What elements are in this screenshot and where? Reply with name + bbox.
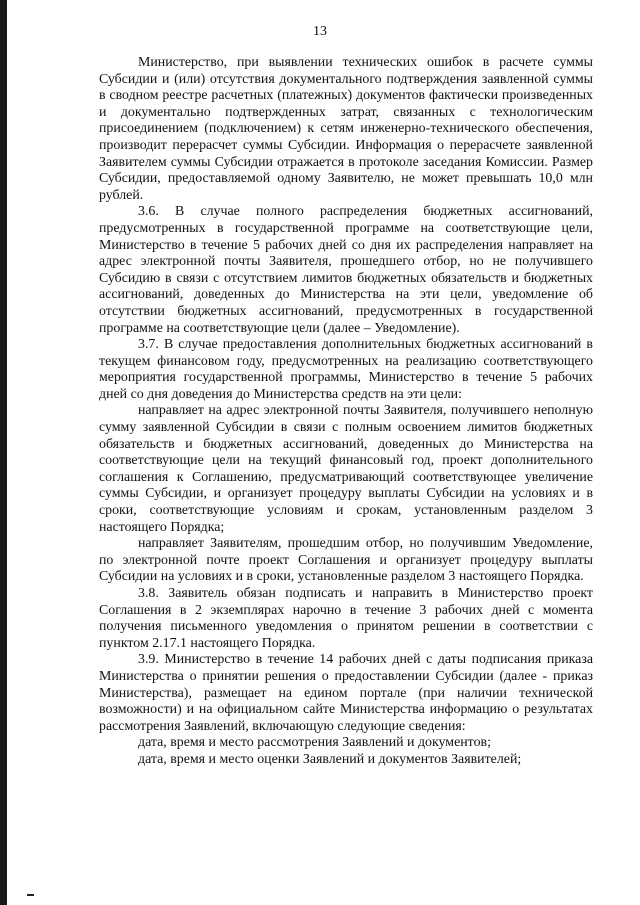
paragraph-3-7-item-2: направляет Заявителям, прошедшим отбор, но получившим Уведомление, по электронной почте проект Соглашения и организует процедуру выплаты Субсидии на условиях и в сроки, установленные разделом 3 настоящего Порядка. — [99, 536, 593, 585]
paragraph-3-9: 3.9. Министерство в течение 14 рабочих дней с даты подписания приказа Министерства о принятии решения о предоставлении Субсидии (далее - приказ Министерства), размещает на едином портале (при наличии технической возможности) и на официальном сайте Министерства информацию о результатах рассмотрения Заявлений, включающую следующие сведения: — [99, 652, 593, 734]
paragraph-3-9-item-2: дата, время и место оценки Заявлений и документов Заявителей; — [138, 751, 522, 767]
paragraph-3-8: 3.8. Заявитель обязан подписать и направить в Министерство проект Соглашения в 2 экземплярах нарочно в течение 3 рабочих дней с момента получения письменного уведомления о принятом решении в соответствии с пунктом 2.17.1 настоящего Порядка. — [99, 586, 593, 651]
paragraph-3-6: 3.6. В случае полного распределения бюджетных ассигнований, предусмотренных в государственной программе на соответствующие цели, Министерство в течение 5 рабочих дней со дня их распределения направляет на адрес электронной почты Заявителя, прошедшего отбор, но не получившего Субсидию в связи с отсутствием лимитов бюджетных обязательств и бюджетных ассигнований, доведенных до Министерства на эти цели, уведомление об отсутствии бюджетных ассигнований, предусмотренных в государственной программе на соответствующие цели (далее – Уведомление). — [99, 204, 593, 336]
paragraph-recalculation: Министерство, при выявлении технических ошибок в расчете суммы Субсидии и (или) отсутствия документального подтверждения заявленной суммы в сводном реестре расчетных (платежных) документов фактически произведенных и документально подтвержденных затрат, связанных с технологическим присоединением (подключением) к сетям инженерно-технического обеспечения, производит перерасчет суммы Субсидии. Информация о перерасчете заявленной Заявителем суммы Субсидии отражается в протоколе заседания Комиссии. Размер Субсидии, предоставляемой одному Заявителю, не может превышать 10,0 млн рублей. — [99, 55, 593, 203]
paragraph-3-7-item-1: направляет на адрес электронной почты Заявителя, получившего неполную сумму заявленной Субсидии в связи с полным освоением лимитов бюджетных обязательств и бюджетных ассигнований, доведенных до Министерства на соответствующие цели на текущий финансовый год, проект дополнительного соглашения к Соглашению, предусматривающий соответствующее увеличение суммы Субсидии, и организует процедуру выплаты Субсидии на условиях и в сроки, соответствующие условиям и срокам, установленным разделом 3 настоящего Порядка; — [99, 403, 593, 535]
document-body — [99, 55, 593, 769]
scan-mark — [27, 894, 34, 896]
paragraph-3-7: 3.7. В случае предоставления дополнительных бюджетных ассигнований в текущем финансовом году, предусмотренных на реализацию соответствующего мероприятия государственной программы, Министерство в течение 5 рабочих дней со дня доведения до Министерства средств на эти цели: — [99, 337, 593, 402]
paragraph-3-9-item-1: дата, время и место рассмотрения Заявлений и документов; — [138, 735, 491, 751]
scan-edge-left — [0, 0, 7, 905]
page-number: 13 — [313, 24, 327, 39]
